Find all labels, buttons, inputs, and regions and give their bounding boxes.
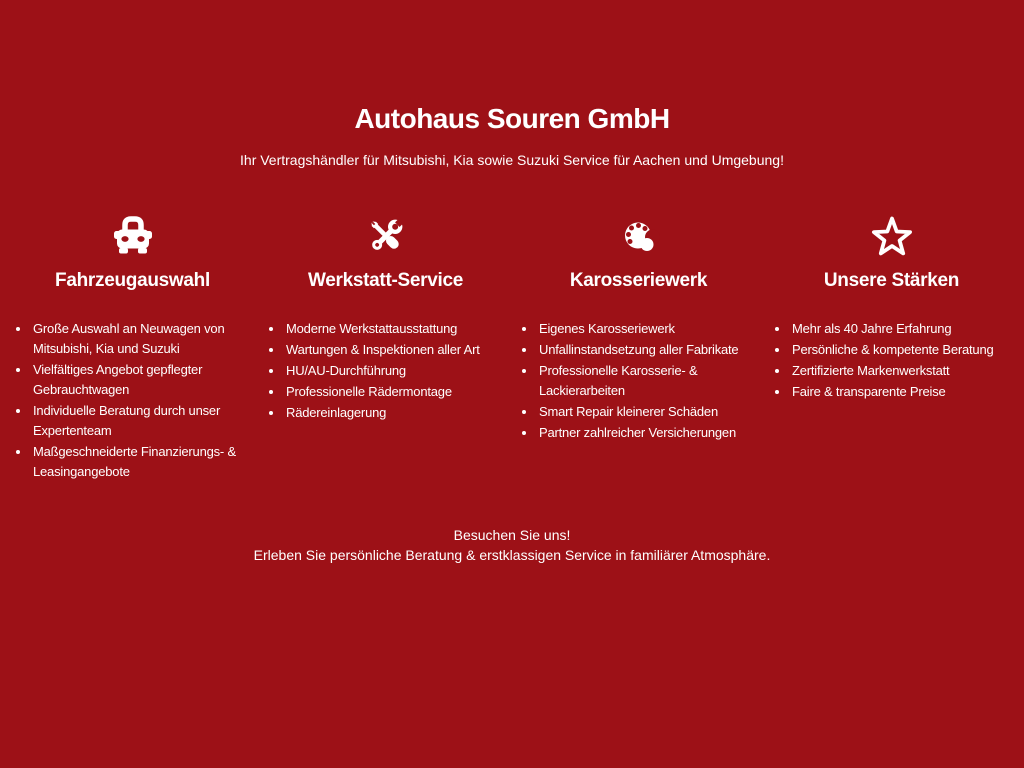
column-heading: Werkstatt-Service: [307, 270, 464, 291]
list-item: • Rädereinlagerung: [284, 403, 503, 423]
feature-columns: [15, 212, 1009, 483]
page-subtitle: Ihr Vertragshändler für Mitsubishi, Kia sowie Suzuki Service für Aachen und Umgebung!: [240, 152, 784, 168]
feature-list: [774, 319, 1009, 402]
page-header: [0, 0, 1024, 170]
list-item: • Maßgeschneiderte Finanzierungs- & Leasingangebote: [31, 442, 250, 482]
screwdriver-wrench-icon: [268, 212, 503, 260]
list-item: • Große Auswahl an Neuwagen von Mitsubishi, Kia und Suzuki: [31, 319, 250, 359]
list-item: • Partner zahlreicher Versicherungen: [537, 423, 756, 443]
feature-list: [268, 319, 503, 423]
feature-list: [521, 319, 756, 443]
footer-line-1: Besuchen Sie uns!: [453, 527, 571, 543]
star-icon: [774, 212, 1009, 260]
footer: [0, 525, 1024, 565]
column-heading: Unsere Stärken: [823, 270, 960, 291]
page-title: Autohaus Souren GmbH: [354, 103, 670, 134]
list-item: • Wartungen & Inspektionen aller Art: [284, 340, 503, 360]
list-item: • Faire & transparente Preise: [790, 382, 1009, 402]
list-item: • Persönliche & kompetente Beratung: [790, 340, 1009, 360]
list-item: • Mehr als 40 Jahre Erfahrung: [790, 319, 1009, 339]
list-item: • Zertifizierte Markenwerkstatt: [790, 361, 1009, 381]
palette-icon: [521, 212, 756, 260]
list-item: • Smart Repair kleinerer Schäden: [537, 402, 756, 422]
list-item: • Professionelle Karosserie- & Lackierarbeiten: [537, 361, 756, 401]
column-heading: Karosseriewerk: [569, 270, 708, 291]
column-karosseriewerk: [521, 212, 756, 483]
list-item: • Moderne Werkstattausstattung: [284, 319, 503, 339]
list-item: • Vielfältiges Angebot gepflegter Gebrauchtwagen: [31, 360, 250, 400]
list-item: • Individuelle Beratung durch unser Expertenteam: [31, 401, 250, 441]
list-item: • Professionelle Rädermontage: [284, 382, 503, 402]
car-front-icon: [15, 212, 250, 260]
column-werkstatt-service: [268, 212, 503, 483]
list-item: • Unfallinstandsetzung aller Fabrikate: [537, 340, 756, 360]
list-item: • Eigenes Karosseriewerk: [537, 319, 756, 339]
column-unsere-staerken: [774, 212, 1009, 483]
feature-list: [15, 319, 250, 482]
footer-line-2: Erleben Sie persönliche Beratung & erstklassigen Service in familiärer Atmosphäre.: [253, 547, 771, 563]
column-heading: Fahrzeugauswahl: [55, 270, 210, 291]
list-item: • HU/AU-Durchführung: [284, 361, 503, 381]
column-fahrzeugauswahl: [15, 212, 250, 483]
